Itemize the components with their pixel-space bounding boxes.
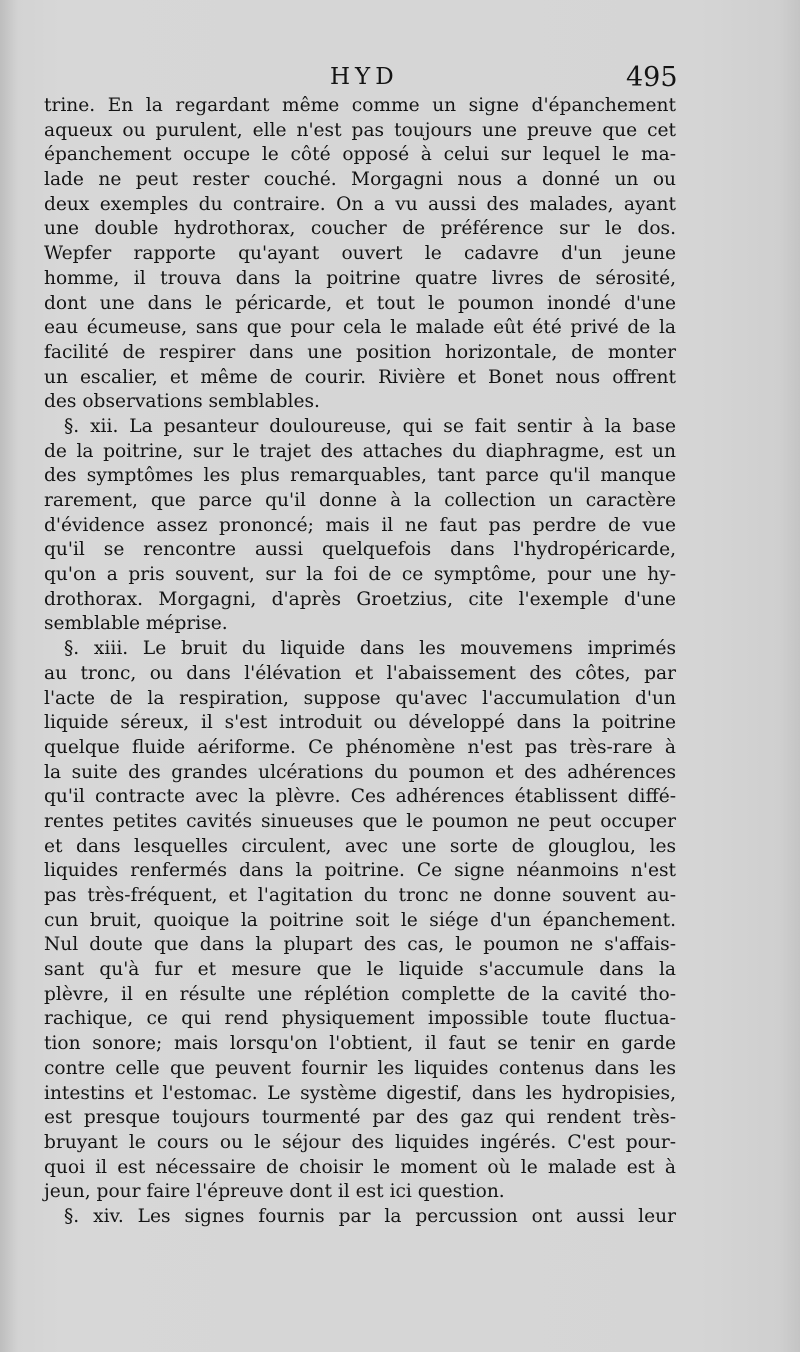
text-line: drothorax. Morgagni, d'après Groetzius, cite l'exemple d'une: [44, 588, 676, 610]
text-line: trine. En la regardant même comme un signe d'épanchement: [44, 95, 676, 116]
text-line: lade ne peut rester couché. Morgagni nous a donné un ou: [44, 169, 676, 191]
page-header: [0, 64, 800, 98]
text-line: la suite des grandes ulcérations du poumon et des adhérences: [44, 761, 676, 783]
section-heading-line: §. xiv. Les signes fournis par la percussion ont aussi leur: [64, 1205, 676, 1227]
text-line: rentes petites cavités sinueuses que le poumon ne peut occuper: [44, 810, 676, 832]
text-line: au tronc, ou dans l'élévation et l'abaissement des côtes, par: [44, 662, 676, 684]
text-line: tion sonore; mais lorsqu'on l'obtient, il faut se tenir en garde: [44, 1033, 676, 1055]
section-heading-line: §. xiii. Le bruit du liquide dans les mouvemens imprimés: [64, 638, 676, 660]
text-line: sant qu'à fur et mesure que le liquide s'accumule dans la: [44, 959, 676, 981]
text-line: facilité de respirer dans une position horizontale, de monter: [44, 341, 676, 363]
text-line: liquides renfermés dans la poitrine. Ce signe néanmoins n'est: [44, 860, 676, 882]
body-text: [44, 94, 676, 1230]
text-line: liquide séreux, il s'est introduit ou développé dans la poitrine: [44, 712, 676, 734]
text-line: des symptômes les plus remarquables, tant parce qu'il manque: [44, 465, 676, 487]
text-line: eau écumeuse, sans que pour cela le malade eût été privé de la: [44, 317, 676, 339]
text-line: jeun, pour faire l'épreuve dont il est ici question.: [44, 1181, 505, 1203]
text-line: de la poitrine, sur le trajet des attaches du diaphragme, est un: [44, 440, 676, 462]
text-line: rachique, ce qui rend physiquement impossible toute fluctua-: [44, 1008, 676, 1030]
text-line: d'évidence assez prononcé; mais il ne faut pas perdre de vue: [44, 514, 676, 536]
text-line: épanchement occupe le côté opposé à celui sur lequel le ma-: [44, 144, 676, 166]
text-line: qu'il se rencontre aussi quelquefois dans l'hydropéricarde,: [44, 539, 676, 561]
text-line: quoi il est nécessaire de choisir le moment où le malade est à: [44, 1156, 676, 1178]
text-line: intestins et l'estomac. Le système digestif, dans les hydropisies,: [44, 1082, 676, 1104]
text-line: bruyant le cours ou le séjour des liquides ingérés. C'est pour-: [44, 1131, 676, 1153]
text-line: semblable méprise.: [44, 613, 228, 635]
section-heading-line: §. xii. La pesanteur douloureuse, qui se fait sentir à la base: [64, 415, 676, 437]
text-line: et dans lesquelles circulent, avec une sorte de glouglou, les: [44, 835, 676, 857]
text-line: des observations semblables.: [44, 391, 320, 413]
text-line: rarement, que parce qu'il donne à la collection un caractère: [44, 490, 676, 511]
text-line: pas très-fréquent, et l'agitation du tronc ne donne souvent au-: [44, 885, 676, 906]
page-number: 495: [626, 62, 678, 93]
text-line: un escalier, et même de courir. Rivière et Bonet nous offrent: [44, 366, 676, 388]
text-line: l'acte de la respiration, suppose qu'avec l'accumulation d'un: [44, 687, 676, 709]
text-line: contre celle que peuvent fournir les liquides contenus dans les: [44, 1057, 676, 1079]
text-line: dont une dans le péricarde, et tout le poumon inondé d'une: [44, 292, 676, 314]
text-line: une double hydrothorax, coucher de préférence sur le dos.: [44, 218, 676, 240]
text-line: est presque toujours tourmenté par des gaz qui rendent très-: [44, 1107, 676, 1129]
text-line: plèvre, il en résulte une réplétion complette de la cavité tho-: [44, 983, 676, 1005]
text-line: Nul doute que dans la plupart des cas, le poumon ne s'affais-: [44, 934, 676, 956]
text-line: aqueux ou purulent, elle n'est pas toujours une preuve que cet: [44, 119, 676, 141]
text-line: deux exemples du contraire. On a vu aussi des malades, ayant: [44, 193, 676, 215]
text-line: homme, il trouva dans la poitrine quatre livres de sérosité,: [44, 267, 676, 289]
text-line: cun bruit, quoique la poitrine soit le siége d'un épanchement.: [44, 909, 676, 931]
text-line: quelque fluide aériforme. Ce phénomène n'est pas très-rare à: [44, 736, 676, 758]
text-line: qu'il contracte avec la plèvre. Ces adhérences établissent diffé-: [44, 786, 676, 808]
running-head: HYD: [330, 64, 399, 90]
text-line: qu'on a pris souvent, sur la foi de ce symptôme, pour une hy-: [44, 564, 676, 586]
text-line: Wepfer rapporte qu'ayant ouvert le cadavre d'un jeune: [44, 243, 676, 265]
